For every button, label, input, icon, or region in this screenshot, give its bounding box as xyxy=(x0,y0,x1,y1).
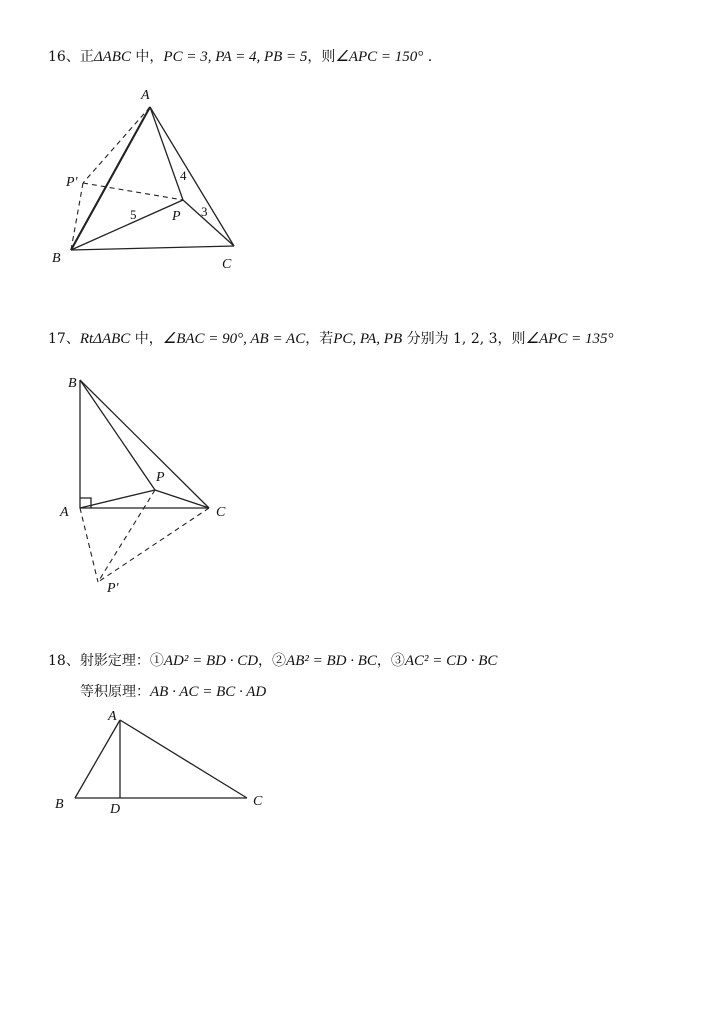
principle-label: 等积原理： xyxy=(80,684,150,700)
diagram-18-projection-triangle xyxy=(40,700,280,820)
point-label-C: C xyxy=(253,794,263,809)
item-mark: ② xyxy=(272,653,287,669)
segment-AB xyxy=(71,107,150,250)
length-label-PA: 4 xyxy=(180,168,187,183)
diagram-17-right-triangle xyxy=(40,360,260,600)
problem-17-statement xyxy=(48,330,613,348)
item-mark: ③ xyxy=(390,653,405,669)
problem-18-statement xyxy=(48,652,497,670)
point-label-D: D xyxy=(110,802,121,817)
math-expression: AD² = BD · CD xyxy=(163,653,259,669)
problem-text: 分别为 1, 2, 3，则 xyxy=(402,331,526,347)
point-label-P: P xyxy=(156,470,165,485)
problem-number: 18、 xyxy=(48,653,80,669)
point-label-A: A xyxy=(141,88,150,103)
problem-18-equal-area-principle xyxy=(80,683,266,701)
math-expression: ∠APC = 135° xyxy=(525,331,614,347)
separator: ， xyxy=(376,653,391,669)
segment-AC xyxy=(150,107,234,246)
point-label-B: B xyxy=(55,797,64,812)
segment-BP xyxy=(80,380,155,490)
segment-CP xyxy=(155,490,209,508)
point-label-P: P xyxy=(172,209,181,224)
length-label-PB: 5 xyxy=(130,207,137,222)
segment-AC xyxy=(120,720,247,798)
point-label-C: C xyxy=(216,505,226,520)
problem-text: 射影定理： xyxy=(79,653,150,669)
point-label-A: A xyxy=(108,709,117,724)
problem-text: ，若 xyxy=(305,331,334,347)
length-label-PC: 3 xyxy=(201,204,208,219)
problem-text: 正 xyxy=(79,49,94,65)
segment-BC xyxy=(80,380,209,508)
math-expression: RtΔABC xyxy=(79,331,131,347)
segment-AP-prime xyxy=(80,508,98,582)
segment-PP-prime xyxy=(98,490,155,582)
diagram-16-triangle xyxy=(40,80,260,280)
math-expression: AB² = BD · BC xyxy=(286,653,377,669)
problem-text: ，则 xyxy=(307,49,336,65)
math-expression: ∠APC = 150° xyxy=(335,49,424,65)
segment-CP-prime xyxy=(98,508,209,582)
problem-text: 中， xyxy=(130,331,163,347)
problem-number: 17、 xyxy=(48,331,80,347)
separator: ， xyxy=(258,653,273,669)
item-mark: ① xyxy=(149,653,164,669)
point-label-P-prime: P' xyxy=(66,175,78,190)
point-label-C: C xyxy=(222,257,232,272)
point-label-P-prime: P' xyxy=(107,581,119,596)
math-expression: PC, PA, PB xyxy=(333,331,403,347)
point-label-B: B xyxy=(68,376,77,391)
math-expression: AB · AC = BC · AD xyxy=(150,684,267,700)
problem-number: 16、 xyxy=(48,49,80,65)
problem-text: 中， xyxy=(130,49,164,65)
math-expression: ΔABC xyxy=(93,49,131,65)
math-expression: AC² = CD · BC xyxy=(404,653,498,669)
segment-AB xyxy=(75,720,120,798)
point-label-B: B xyxy=(52,251,61,266)
point-label-A: A xyxy=(60,505,69,520)
segment-AP-prime xyxy=(83,107,150,183)
segment-BC xyxy=(71,246,234,250)
math-expression: PC = 3, PA = 4, PB = 5 xyxy=(163,49,308,65)
segment-BP xyxy=(71,200,183,250)
segment-PP-prime xyxy=(83,183,183,200)
math-expression: ∠BAC = 90°, AB = AC xyxy=(162,331,306,347)
segment-CP xyxy=(183,200,234,246)
problem-16-statement xyxy=(48,48,432,66)
problem-text: . xyxy=(423,49,433,65)
